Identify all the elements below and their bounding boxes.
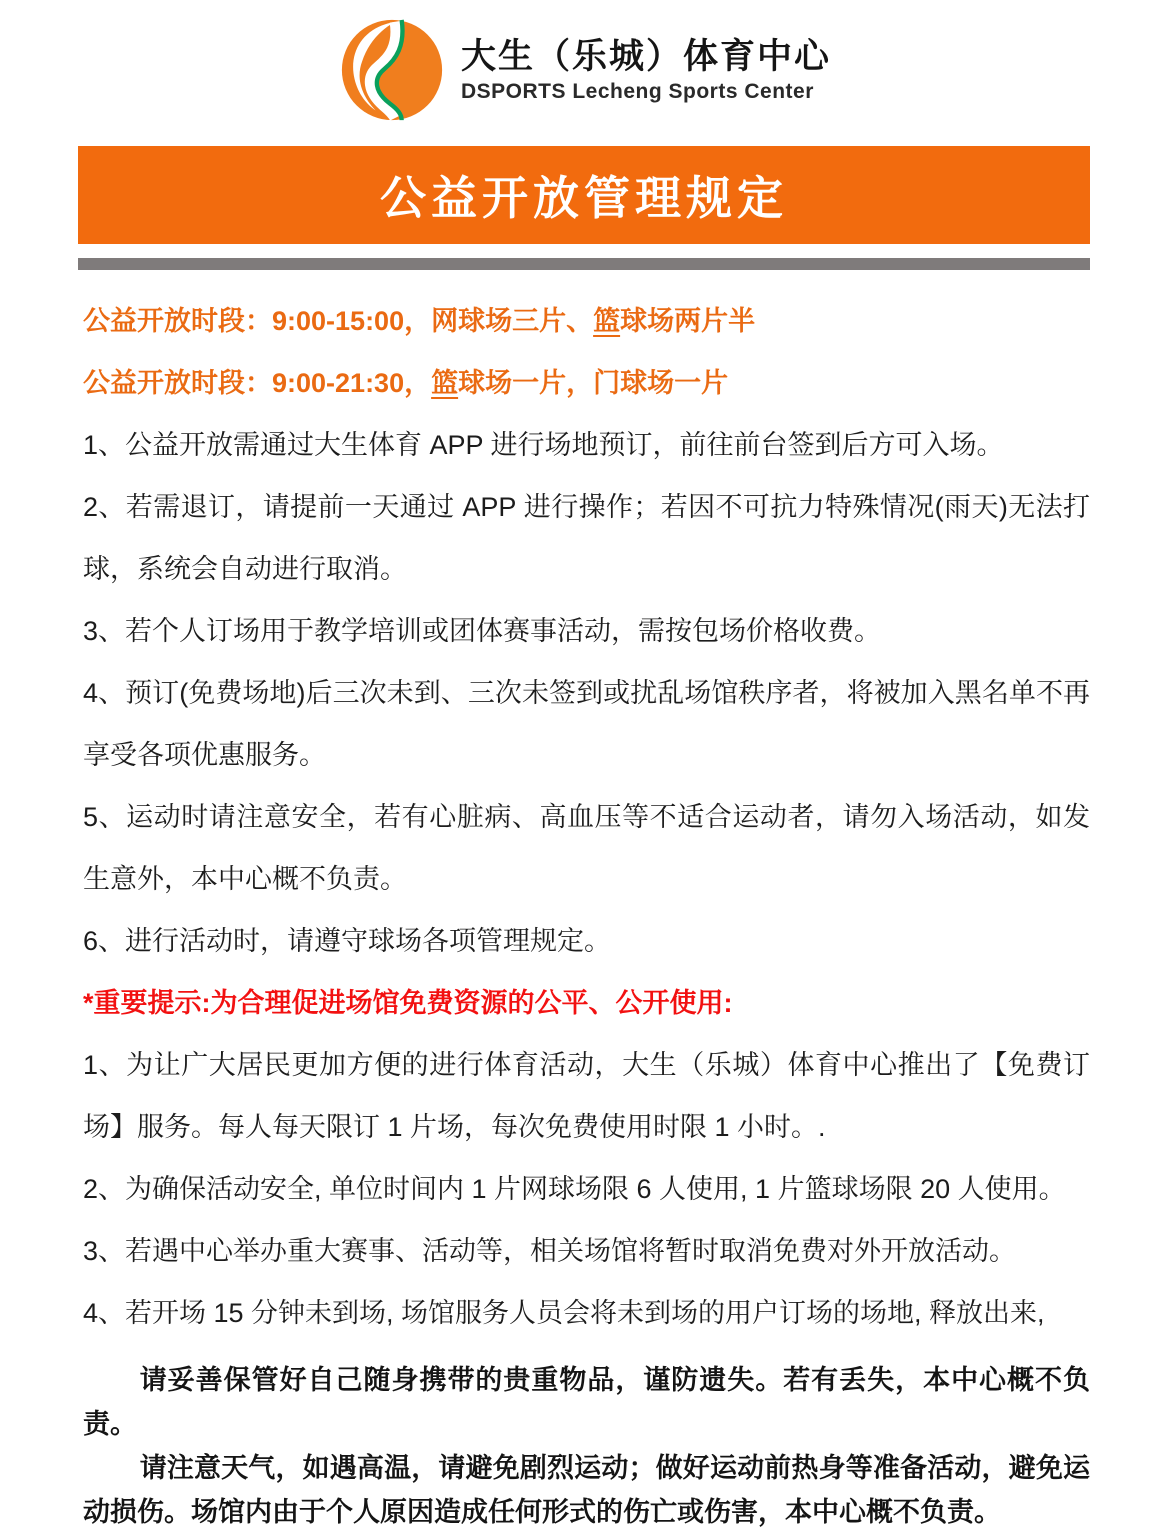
divider-bar [78,258,1090,270]
document-body [83,290,1090,1534]
rule-item-4: 4、预订(免费场地)后三次未到、三次未签到或扰乱场馆秩序者，将被加入黑名单不再享受各项优惠服务。 [83,678,1090,770]
rule-item-6: 6、进行活动时，请遵守球场各项管理规定。 [83,926,612,956]
rule-item-1: 1、公益开放需通过大生体育 APP 进行场地预订，前往前台签到后方可入场。 [83,430,1004,460]
important-notice-heading: *重要提示:为合理促进场馆免费资源的公平、公开使用: [83,988,733,1018]
important-item-4: 4、若开场 15 分钟未到场, 场馆服务人员会将未到场的用户订场的场地, 释放出来, [83,1298,1045,1328]
notice-1-text: 公益开放时段：9:00-15:00，网球场三片、 [83,306,594,336]
rule-item-5: 5、运动时请注意安全，若有心脏病、高血压等不适合运动者，请勿入场活动，如发生意外，本中心概不负责。 [83,802,1090,894]
disclaimer-paragraph-2: 请注意天气，如遇高温，请避免剧烈运动；做好运动前热身等准备活动，避免运动损伤。场馆内由于个人原因造成任何形式的伤亡或伤害，本中心概不负责。 [83,1453,1090,1527]
logo-name-en: DSPORTS Lecheng Sports Center [460,80,814,103]
notice-1-text-rest: 球场两片半 [620,306,756,336]
notice-2-text-rest: 球场一片，门球场一片 [458,368,729,398]
logo-text [461,36,831,104]
rule-item-2: 2、若需退订，请提前一天通过 APP 进行操作；若因不可抗力特殊情况(雨天)无法打球，系统会自动进行取消。 [83,492,1090,584]
logo-name-zh: 大生（乐城）体育中心 [460,37,831,76]
rule-item-3: 3、若个人订场用于教学培训或团体赛事活动，需按包场价格收费。 [83,616,882,646]
open-hours-notice-1 [83,290,1090,352]
notice-2-text: 公益开放时段：9:00-21:30， [83,368,432,398]
disclaimer-paragraph-1: 请妥善保管好自己随身携带的贵重物品，谨防遗失。若有丢失，本中心概不负责。 [83,1365,1090,1439]
title-banner [78,146,1090,244]
disclaimer-section [83,1358,1090,1534]
important-item-1: 1、为让广大居民更加方便的进行体育活动，大生（乐城）体育中心推出了【免费订场】服务。每人每天限订 1 片场，每次免费使用时限 1 小时。. [83,1050,1090,1142]
notice-1-underlined-char: 篮 [593,306,621,336]
header-logo [0,0,1170,126]
open-hours-notice-2 [83,352,1090,414]
notice-2-underlined-char: 篮 [431,368,459,398]
page-title: 公益开放管理规定 [380,172,788,224]
important-item-2: 2、为确保活动安全, 单位时间内 1 片网球场限 6 人使用, 1 片篮球场限 20 人使用。 [83,1174,1066,1204]
important-item-3: 3、若遇中心举办重大赛事、活动等，相关场馆将暂时取消免费对外开放活动。 [83,1236,1017,1266]
sports-center-logo-icon [339,17,445,123]
